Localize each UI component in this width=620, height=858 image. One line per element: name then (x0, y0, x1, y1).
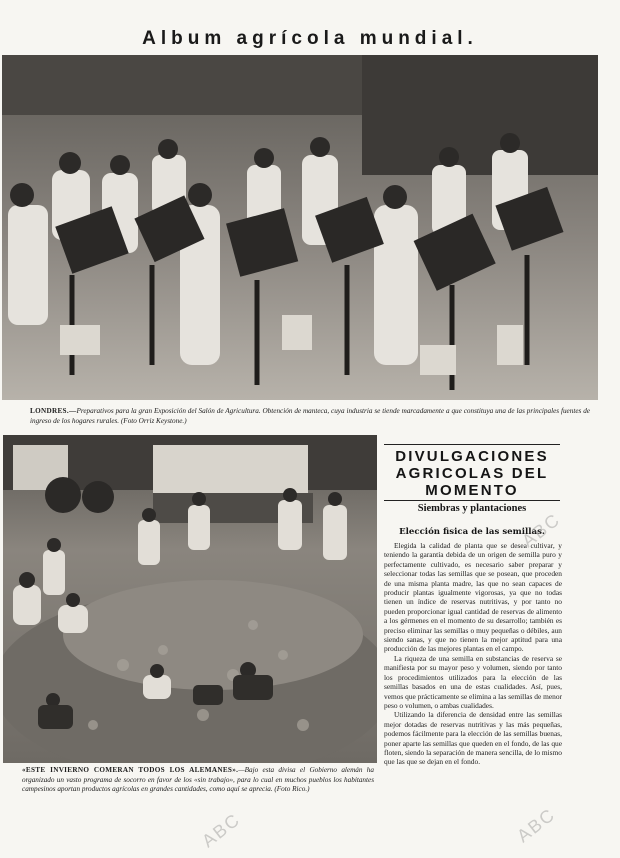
section-heading: Elección fisica de las semillas. (399, 527, 545, 537)
page-title: Album agrícola mundial. (142, 28, 478, 49)
top-caption-lead: LONDRES.— (30, 407, 77, 415)
top-caption-text: Preparativos para la gran Exposición del Salón de Agricultura. Obtención de manteca, cuya industria se tiende marcadamente a que constituya una de las principales fuentes de ingreso de los hogares rurales. (Foto Orriz Keystone.) (30, 407, 590, 425)
article-title-line2: AGRICOLAS DEL (395, 465, 549, 482)
article-title-line3: MOMENTO (425, 482, 519, 499)
article-title (384, 448, 560, 499)
watermark-logo: ABC (513, 803, 560, 847)
top-photo-caption (30, 407, 590, 426)
article-title-line1: DIVULGACIONES (395, 448, 549, 465)
article-subtitle: Siembras y plantaciones (417, 503, 527, 514)
watermark-logo: ABC (198, 808, 245, 852)
article-paragraph: Elegida la calidad de planta que se desea cultivar, y teniendo la garantía debida de un origen de semilla puro y perfectamente cultivado, es necesario saber preparar y seleccionar todas las semillas que se posean, que proceden de una misma planta madre, las que no sean capaces de producir plantas igualmente vigorosas, ya que no todas tienen un índice de reservas nutritivas, y por tanto no pueden proporcionar igual cantidad de reservas de alimento a los gérmenes en el momento de su desarrollo; también es preciso eliminar las semillas o muy pequeñas o débiles, aun siendo sanas, y que no tienen la mejor aptitud para una producción de las mejores plantas en el campo. (384, 541, 562, 654)
bottom-photo-caption (22, 766, 374, 795)
article-paragraph: Utilizando la diferencia de densidad entre las semillas mejor dotadas de reservas nutritivas y las más pequeñas, podemos fácilmente para la elección de las semillas buenas, poner aparte las semillas que queden en el fondo, de las que floten, siendo la separación de manera sencilla, de lo mismo que las que se dejan en el fondo. (384, 710, 562, 767)
article-rule (384, 500, 560, 501)
article-paragraph: La riqueza de una semilla en substancias de reserva se manifiesta por su mayor peso y volumen, siendo por tanto los procedimientos utilizados para la elección de las semillas basados en una de estas cualidades. Así, pues, vemos que prácticamente se elimina a las semillas de menor peso o volumen, o ambas cualidades. (384, 653, 562, 710)
article-body (384, 541, 562, 767)
watermark-logo: ABC (518, 508, 565, 552)
photo-harvest-donations (3, 435, 377, 763)
article-rule-top (384, 444, 560, 445)
bottom-caption-lead: «ESTE INVIERNO COMERAN TODOS LOS ALEMANES». (22, 766, 239, 774)
photo-butter-making (2, 55, 598, 400)
bottom-caption-text: —Bajo esta divisa el Gobierno alemán ha organizado un vasto programa de socorro en favor de los «sin trabajo», para lo cual en muchos pueblos los habitantes campesinos aportan productos agrícolas en grandes cantidades, como aquí se aprecia. (Foto Rico.) (22, 766, 374, 794)
